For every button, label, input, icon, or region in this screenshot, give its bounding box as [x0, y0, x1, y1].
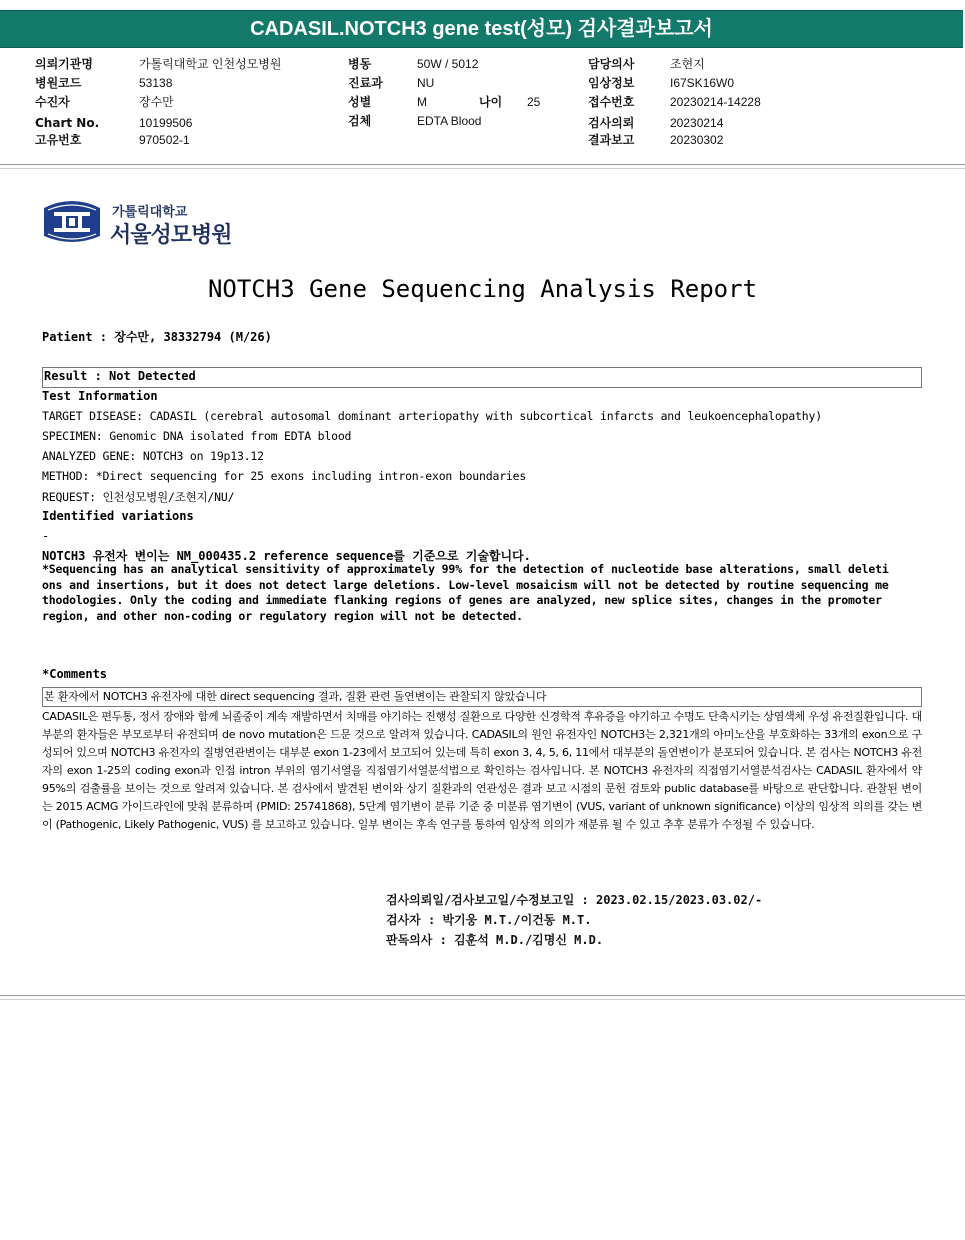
value-clinical-info: I67SK16W0: [670, 76, 735, 90]
value-ward: 50W / 5012: [417, 57, 479, 71]
sensitivity-line: ons and insertions, but it does not detect large deletions. Low-level mosaicism will not be detected by routine sequencing me: [42, 577, 889, 592]
value-test-request-date: 20230214: [670, 116, 724, 130]
value-unique-number: 970502-1: [139, 133, 190, 147]
comments-heading: *Comments: [42, 667, 108, 681]
label-ward: 병동: [348, 57, 372, 71]
sensitivity-line: region, and other non-coding or regulatory region will not be detected.: [42, 608, 523, 623]
analyzed-gene-line: ANALYZED GENE: NOTCH3 on 19p13.12: [42, 449, 264, 463]
sensitivity-note: [42, 562, 927, 624]
sensitivity-line: *Sequencing has an analytical sensitivity of approximately 99% for the detection of nucleotide base alterations, small deleti: [42, 562, 889, 576]
label-attending-physician: 담당의사: [588, 57, 635, 71]
value-sex: M: [417, 95, 427, 109]
label-chart-no: Chart No.: [35, 116, 100, 130]
report-title-bar: CADASIL.NOTCH3 gene test(성모) 검사결과보고서: [0, 10, 963, 48]
comments-summary-text: 본 환자에서 NOTCH3 유전자에 대한 direct sequencing 결과, 질환 관련 돌연변이는 관찰되지 않았습니다: [44, 690, 547, 703]
identified-variations-heading: Identified variations: [42, 509, 194, 523]
logo-hospital-name: 서울성모병원: [110, 223, 232, 248]
label-requesting-institution: 의뢰기관명: [35, 57, 93, 71]
footer-divider-shadow: [0, 999, 965, 1000]
hospital-logo-icon: [40, 198, 104, 246]
label-patient-name: 수진자: [35, 95, 70, 109]
test-information-heading: Test Information: [42, 389, 158, 403]
label-age: 나이: [479, 95, 503, 109]
value-result-report-date: 20230302: [670, 133, 724, 147]
report-heading: NOTCH3 Gene Sequencing Analysis Report: [207, 275, 758, 303]
reference-sequence-note: NOTCH3 유전자 변이는 NM_000435.2 reference sequence를 기준으로 기술합니다.: [42, 549, 531, 563]
footer-divider: [0, 995, 965, 996]
label-test-request-date: 검사의뢰: [588, 116, 635, 130]
value-department: NU: [417, 76, 435, 90]
value-specimen: EDTA Blood: [417, 114, 482, 128]
header-divider: [0, 164, 965, 165]
method-line: METHOD: *Direct sequencing for 25 exons including intron-exon boundaries: [42, 469, 527, 483]
value-hospital-code: 53138: [139, 76, 173, 90]
value-patient-name: 장수만: [139, 95, 174, 109]
value-attending-physician: 조현지: [670, 57, 705, 71]
reading-physician-line: 판독의사 : 김훈석 M.D./김명신 M.D.: [386, 933, 604, 947]
sensitivity-line: thodologies. Only the coding and immediate flanking regions of genes are analyzed, new splice sites, changes in the promoter: [42, 593, 882, 608]
request-line: REQUEST: 인천성모병원/조현지/NU/: [42, 490, 235, 504]
label-sex: 성별: [348, 95, 372, 109]
target-disease-line: TARGET DISEASE: CADASIL (cerebral autosomal dominant arteriopathy with subcortical infarcts and leukoencephalopathy): [42, 409, 822, 423]
report-dates-line: 검사의뢰일/검사보고일/수정보고일 : 2023.02.15/2023.03.02/-: [386, 893, 763, 907]
value-chart-no: 10199506: [139, 116, 193, 130]
label-department: 진료과: [348, 76, 383, 90]
label-result-report-date: 결과보고: [588, 133, 635, 147]
value-age: 25: [527, 95, 541, 109]
label-clinical-info: 임상정보: [588, 76, 635, 90]
value-requesting-institution: 가톨릭대학교 인천성모병원: [139, 57, 282, 71]
value-receipt-number: 20230214-14228: [670, 95, 761, 109]
specimen-line: SPECIMEN: Genomic DNA isolated from EDTA blood: [42, 429, 352, 443]
patient-line: Patient : 장수만, 38332794 (M/26): [42, 330, 272, 344]
label-specimen: 검체: [348, 114, 372, 128]
comments-body: CADASIL은 편두통, 정서 장애와 함께 뇌졸중이 계속 재발하면서 치매를 야기하는 진행성 질환으로 다양한 신경학적 후유증을 야기하고 수명도 단축시키는 상염색체 우성 유전질환입니다. 대부분의 환자들은 부모로부터 유전되며 de novo mutation은 드문 것으로 알려져 있습니다. CADASIL의 원인 유전자인 NOTCH3는 2,321개의 아미노산을 부호화하는 33개의 exon으로 구성되어 있으며 NOTCH3 유전자의 질병연관변이는 대부분 exon 1-23에서 보고되어 있는데 특히 exon 3, 4, 5, 6, 11에서 대부분의 돌연변이가 분포되어 있습니다. 본 검사는 NOTCH3 유전자의 exon 1-25의 coding exon과 인접 intron 부위의 염기서열을 직접염기서열분석법으로 확인하는 검사입니다. 본 NOTCH3 유전자의 직접염기서열분석검사는 CADASIL 환자에서 약 95%의 검출률을 보이는 것으로 알려져 있습니다. 본 검사에서 발견된 변이와 상기 질환과의 연관성은 결과 보고 시점의 문헌 검토와 public database를 바탕으로 판단합니다. 관찰된 변이는 2015 ACMG 가이드라인에 맞춰 분류하며 (PMID: 25741868), 5단계 염기변이 분류 기준 중 미분류 염기변이 (VUS, variant of unknown significance) 이상의 임상적 의의를 갖는 변이 (Pathogenic, Likely Pathogenic, VUS) 를 보고하고 있습니다. 일부 변이는 후속 연구를 통하여 임상적 의의가 재분류 될 수 있고 추후 분류가 수정될 수 있습니다.: [42, 710, 922, 831]
result-text: Result : Not Detected: [44, 369, 196, 383]
header-divider-shadow: [0, 168, 965, 169]
label-unique-number: 고유번호: [35, 133, 82, 147]
logo-university-name: 가톨릭대학교: [112, 205, 188, 220]
technician-line: 검사자 : 박기웅 M.T./이건동 M.T.: [386, 913, 592, 927]
label-receipt-number: 접수번호: [588, 95, 635, 109]
identified-variations-value: -: [42, 529, 50, 543]
label-hospital-code: 병원코드: [35, 76, 82, 90]
